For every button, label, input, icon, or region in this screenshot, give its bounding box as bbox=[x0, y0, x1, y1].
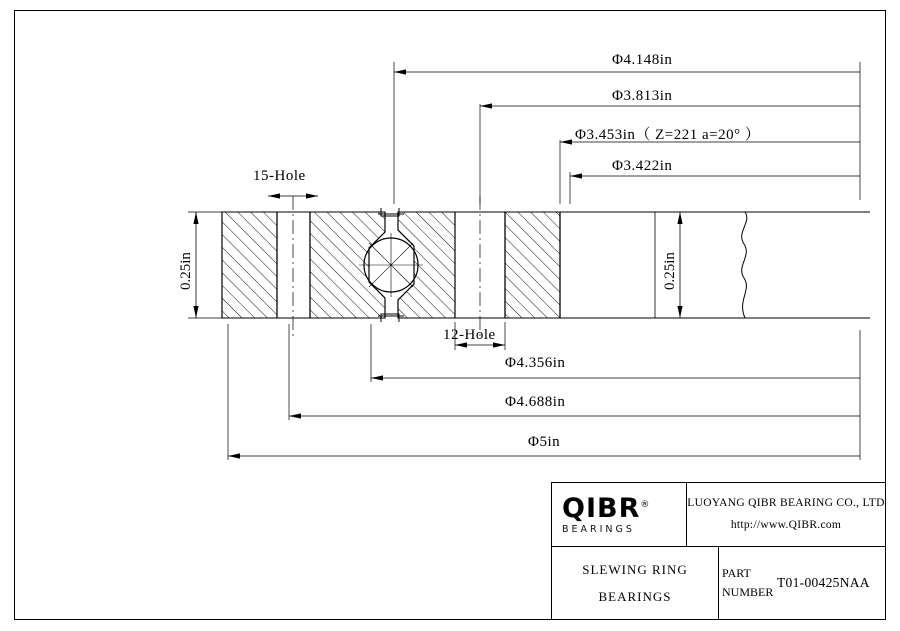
dimension-label-3813: Φ3.813in bbox=[612, 88, 673, 104]
dimension-label-15-hole: 15-Hole bbox=[253, 168, 306, 184]
part-number-label bbox=[719, 564, 777, 602]
title-block bbox=[551, 482, 885, 619]
registered-trademark-icon: ® bbox=[640, 499, 651, 510]
dimension-label-left-025in: 0.25in bbox=[178, 252, 194, 290]
logo-brand-label: QIBR bbox=[562, 492, 641, 524]
company-name: LUOYANG QIBR BEARING CO., LTD bbox=[687, 496, 885, 509]
dimension-label-12-hole: 12-Hole bbox=[443, 327, 496, 343]
title-block-header bbox=[552, 483, 885, 547]
part-number-value: T01-00425NAA bbox=[777, 575, 870, 590]
dimension-label-5in: Φ5in bbox=[528, 434, 561, 450]
logo-sub-text: BEARINGS bbox=[562, 523, 635, 535]
company-info bbox=[687, 493, 885, 537]
dimension-label-4148: Φ4.148in bbox=[612, 52, 673, 68]
dimension-label-4688: Φ4.688in bbox=[505, 394, 566, 410]
dimension-label-3453: Φ3.453in（ Z=221 a=20° ） bbox=[575, 127, 761, 143]
part-number-label-line2: NUMBER bbox=[722, 585, 774, 599]
product-name-line2: BEARINGS bbox=[598, 589, 672, 604]
dimension-label-right-025in: 0.25in bbox=[662, 252, 678, 290]
logo-brand-text bbox=[562, 492, 651, 524]
part-number-section bbox=[719, 547, 885, 619]
part-number-label-line1: PART bbox=[722, 565, 751, 580]
qibr-logo bbox=[552, 492, 686, 535]
dimension-label-3422: Φ3.422in bbox=[612, 158, 673, 174]
product-name bbox=[552, 547, 719, 619]
company-website[interactable]: http://www.QIBR.com bbox=[730, 518, 842, 531]
dimension-label-4356: Φ4.356in bbox=[505, 355, 566, 371]
product-name-line1: SLEWING RING bbox=[582, 561, 688, 577]
title-block-body bbox=[552, 547, 885, 619]
